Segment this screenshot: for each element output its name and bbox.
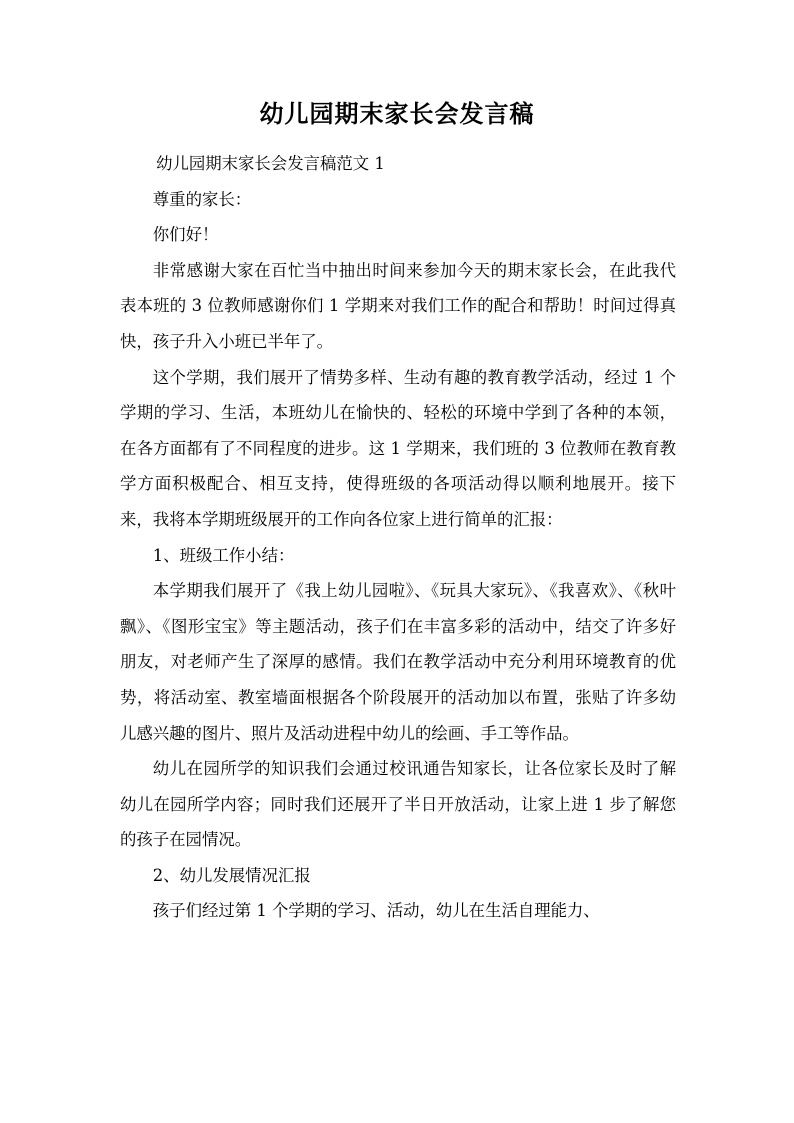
body-paragraph: 幼儿在园所学的知识我们会通过校讯通告知家长，让各位家长及时了解幼儿在园所学内容；同时我们还展开了半日开放活动，让家上进 1 步了解您的孩子在园情况。	[120, 759, 676, 850]
section-heading: 2、幼儿发展情况汇报	[152, 865, 311, 885]
body-paragraph: 这个学期，我们展开了情势多样、生动有趣的教育教学活动，经过 1 个学期的学习、生活，本班幼儿在愉快的、轻松的环境中学到了各种的本领，在各方面都有了不同程度的进步。这 1 学期来，我们班的 3 位教师在教育教学方面积极配合、相互支持，使得班级的各项活动得以顺利地展开。接下来，我将本学期班级展开的工作向各位家上进行简单的汇报：	[120, 367, 676, 529]
greeting-paragraph: 尊重的家长：	[152, 189, 252, 209]
body-paragraph: 孩子们经过第 1 个学期的学习、活动，幼儿在生活自理能力、	[152, 901, 600, 921]
document-body	[120, 146, 676, 929]
salutation-paragraph: 你们好！	[152, 225, 219, 245]
section-heading: 1、班级工作小结：	[152, 545, 295, 565]
document-title: 幼儿园期末家长会发言稿	[259, 99, 535, 128]
document-subtitle: 幼儿园期末家长会发言稿范文 1	[156, 154, 385, 173]
body-paragraph: 本学期我们展开了《我上幼儿园啦》、《玩具大家玩》、《我喜欢》、《秋叶飘》、《图形宝宝》等主题活动，孩子们在丰富多彩的活动中，结交了许多好朋友，对老师产生了深厚的感情。我们在教学活动中充分利用环境教育的优势，将活动室、教室墙面根据各个阶段展开的活动加以布置，张贴了许多幼儿感兴趣的图片、照片及活动进程中幼儿的绘画、手工等作品。	[120, 581, 676, 743]
body-paragraph: 非常感谢大家在百忙当中抽出时间来参加今天的期末家长会，在此我代表本班的 3 位教师感谢你们 1 学期来对我们工作的配合和帮助！时间过得真快，孩子升入小班已半年了。	[120, 260, 676, 351]
